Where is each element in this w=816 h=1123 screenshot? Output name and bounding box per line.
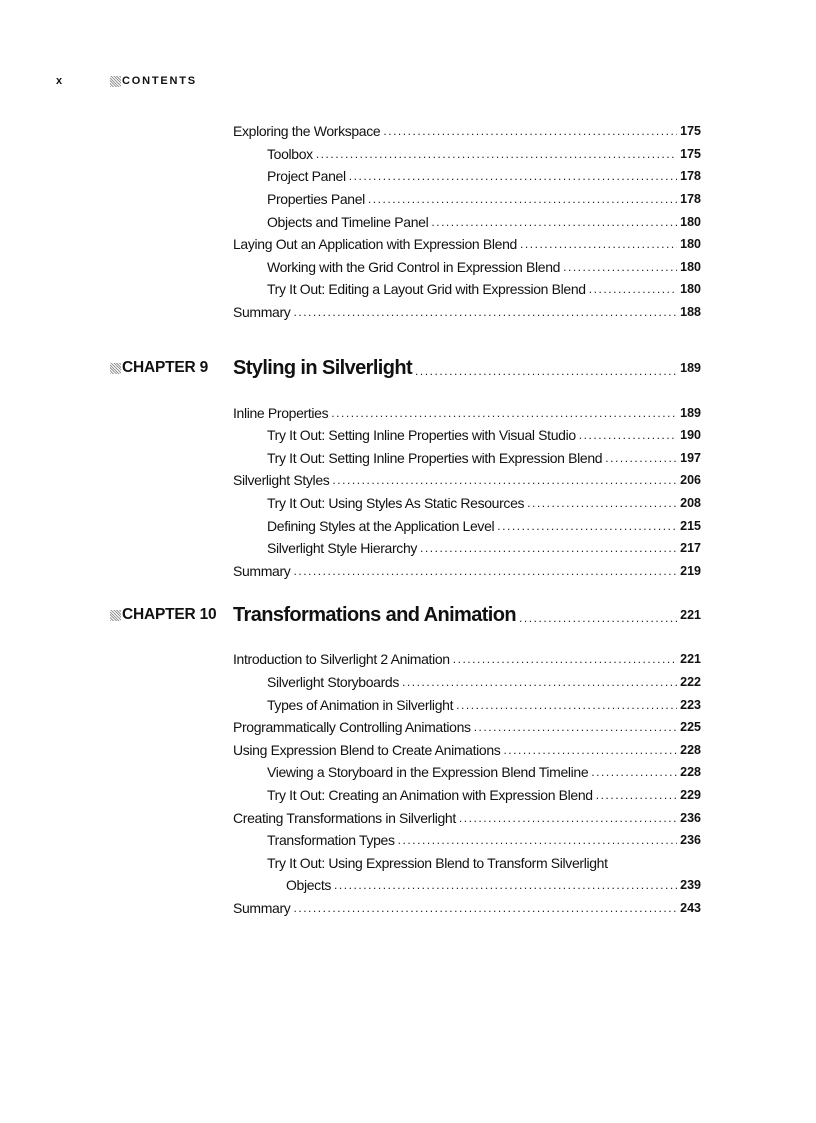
chapter-label-text: CHAPTER 10 — [122, 606, 217, 624]
chapter-label — [110, 345, 208, 391]
dot-leader — [563, 260, 677, 274]
dot-leader — [316, 147, 677, 161]
dot-leader — [605, 451, 677, 465]
chapter-label-text: CHAPTER 9 — [122, 359, 209, 377]
toc-entry-row[interactable] — [233, 560, 701, 583]
toc-entry[interactable] — [0, 210, 816, 233]
shaded-box-icon — [110, 363, 121, 374]
dot-leader — [332, 473, 677, 487]
toc-entry[interactable] — [0, 806, 816, 829]
page-number: 239 — [680, 878, 701, 893]
toc-entry-title[interactable]: Try It Out: Creating an Animation with Expression Blend — [267, 786, 593, 803]
page-number: 190 — [680, 428, 701, 443]
toc-entry-row[interactable] — [286, 874, 701, 897]
toc-entry-row[interactable] — [233, 233, 701, 256]
chapter-label — [110, 592, 216, 638]
table-of-contents — [0, 120, 816, 919]
chapter-title[interactable]: Styling in Silverlight — [233, 356, 413, 379]
toc-entry-title[interactable]: Transformation Types — [267, 832, 395, 849]
toc-entry-row[interactable] — [267, 143, 701, 166]
toc-entry-row[interactable] — [267, 851, 608, 874]
page-number: 236 — [680, 810, 701, 825]
toc-entry-title[interactable]: Laying Out an Application with Expression Blend — [233, 236, 517, 253]
page-number: 189 — [680, 405, 701, 420]
toc-entry-row[interactable] — [267, 210, 701, 233]
page-number: 206 — [680, 473, 701, 488]
toc-entry[interactable] — [0, 560, 816, 583]
toc-entry-row[interactable] — [267, 514, 701, 537]
toc-entry[interactable] — [0, 120, 816, 143]
toc-entry[interactable] — [0, 648, 816, 671]
toc-entry-row[interactable] — [233, 648, 701, 671]
page-number: 189 — [680, 361, 701, 376]
page-number: 217 — [680, 541, 701, 556]
page-number: 222 — [680, 674, 701, 689]
toc-entry[interactable] — [0, 165, 816, 188]
toc-entry[interactable] — [0, 233, 816, 256]
dot-leader — [431, 215, 677, 229]
toc-entry-title[interactable]: Types of Animation in Silverlight — [267, 696, 454, 713]
toc-entry[interactable] — [0, 738, 816, 761]
toc-entry-row[interactable] — [267, 537, 701, 560]
toc-entry[interactable] — [0, 188, 816, 211]
toc-entry-row[interactable] — [267, 829, 701, 852]
dot-leader — [456, 698, 677, 712]
toc-entry-title[interactable]: Try It Out: Editing a Layout Grid with Expression Blend — [267, 281, 586, 298]
page-number: x — [56, 75, 63, 87]
toc-entry-title[interactable]: Toolbox — [267, 145, 313, 162]
toc-entry[interactable] — [0, 278, 816, 301]
dot-leader — [293, 564, 677, 578]
toc-entry[interactable] — [0, 469, 816, 492]
toc-entry-row[interactable] — [267, 492, 701, 515]
toc-entry-title[interactable]: Summary — [233, 899, 291, 916]
section-spacer — [0, 582, 816, 592]
page-number: 180 — [680, 214, 701, 229]
toc-entry[interactable] — [0, 897, 816, 920]
chapter-title-row[interactable] — [233, 592, 701, 638]
toc-entry-row[interactable] — [267, 671, 701, 694]
toc-entry-row[interactable] — [233, 401, 701, 424]
toc-entry[interactable] — [0, 256, 816, 279]
page-number: 236 — [680, 833, 701, 848]
toc-entry-title[interactable]: Viewing a Storyboard in the Expression Blend Timeline — [267, 764, 589, 781]
toc-entry-title[interactable]: Try It Out: Using Styles As Static Resources — [267, 495, 525, 512]
toc-entry-title[interactable]: Exploring the Workspace — [233, 123, 381, 140]
toc-entry[interactable] — [0, 693, 816, 716]
toc-entry-row[interactable] — [267, 761, 701, 784]
toc-entry-row[interactable] — [233, 301, 701, 324]
dot-leader — [503, 743, 677, 757]
toc-entry-row[interactable] — [267, 278, 701, 301]
shaded-box-icon — [110, 610, 121, 621]
dot-leader — [589, 282, 677, 296]
toc-entry[interactable] — [0, 143, 816, 166]
toc-entry[interactable] — [0, 851, 816, 874]
page-number: 188 — [680, 305, 701, 320]
chapter-title-row[interactable] — [233, 345, 701, 391]
toc-entry-title[interactable]: Creating Transformations in Silverlight — [233, 809, 456, 826]
page-number: 180 — [680, 259, 701, 274]
toc-entry-row[interactable] — [267, 256, 701, 279]
toc-entry-row[interactable] — [267, 165, 701, 188]
page-number: 175 — [680, 124, 701, 139]
toc-entry-title[interactable]: Programmatically Controlling Animations — [233, 719, 471, 736]
toc-entry-row[interactable] — [233, 738, 701, 761]
toc-entry-row[interactable] — [233, 716, 701, 739]
toc-entry-row[interactable] — [267, 424, 701, 447]
dot-leader — [591, 765, 677, 779]
toc-entry[interactable] — [0, 716, 816, 739]
toc-entry-title[interactable]: Silverlight Style Hierarchy — [267, 540, 418, 557]
toc-entry[interactable] — [0, 401, 816, 424]
toc-entry-title[interactable]: Defining Styles at the Application Level — [267, 517, 495, 534]
page-number: 215 — [680, 518, 701, 533]
dot-leader — [331, 406, 677, 420]
page-number: 180 — [680, 237, 701, 252]
page-number: 243 — [680, 900, 701, 915]
toc-entry[interactable] — [0, 761, 816, 784]
toc-entry[interactable] — [0, 874, 816, 897]
toc-entry-title[interactable]: Introduction to Silverlight 2 Animation — [233, 651, 450, 668]
toc-entry[interactable] — [0, 514, 816, 537]
running-head — [56, 75, 197, 87]
dot-leader — [527, 496, 677, 510]
dot-leader — [520, 237, 677, 251]
page-number: 175 — [680, 146, 701, 161]
page-number: 208 — [680, 496, 701, 511]
page-number: 197 — [680, 450, 701, 465]
toc-entry-title[interactable]: Silverlight Storyboards — [267, 673, 400, 690]
dot-leader — [383, 124, 677, 138]
dot-leader — [334, 878, 677, 892]
toc-entry-row[interactable] — [233, 897, 701, 920]
toc-entry-title[interactable]: Try It Out: Setting Inline Properties with Visual Studio — [267, 427, 576, 444]
toc-entry[interactable] — [0, 301, 816, 324]
toc-entry-title[interactable]: Try It Out: Using Expression Blend to Transform Silverlight — [267, 854, 608, 871]
toc-entry-title[interactable]: Inline Properties — [233, 404, 329, 421]
dot-leader — [398, 833, 678, 847]
toc-entry-row[interactable] — [233, 120, 701, 143]
toc-entry-title[interactable]: Try It Out: Setting Inline Properties with Expression Blend — [267, 449, 603, 466]
chapter-heading — [0, 592, 816, 648]
toc-entry-title[interactable]: Using Expression Blend to Create Animations — [233, 741, 501, 758]
dot-leader — [415, 364, 677, 378]
page-number: 180 — [680, 282, 701, 297]
toc-entry-row[interactable] — [267, 188, 701, 211]
page-number: 178 — [680, 192, 701, 207]
toc-entry-row[interactable] — [267, 693, 701, 716]
dot-leader — [474, 720, 677, 734]
dot-leader — [459, 811, 677, 825]
chapter-heading — [0, 345, 816, 401]
page-number: 228 — [680, 765, 701, 780]
dot-leader — [293, 305, 677, 319]
toc-entry[interactable] — [0, 784, 816, 807]
dot-leader — [402, 675, 677, 689]
page-number: 221 — [680, 608, 701, 623]
dot-leader — [293, 901, 677, 915]
page-number: 178 — [680, 169, 701, 184]
page-number: 225 — [680, 720, 701, 735]
dot-leader — [519, 611, 677, 625]
toc-entry-row[interactable] — [267, 784, 701, 807]
section-name: CONTENTS — [122, 75, 197, 87]
toc-entry[interactable] — [0, 829, 816, 852]
page-number: 229 — [680, 787, 701, 802]
toc-entry-row[interactable] — [267, 447, 701, 470]
chapter-title[interactable]: Transformations and Animation — [233, 603, 517, 626]
toc-entry-title[interactable]: Objects and Timeline Panel — [267, 213, 429, 230]
toc-entry[interactable] — [0, 537, 816, 560]
dot-leader — [497, 519, 677, 533]
toc-entry-title[interactable]: Summary — [233, 562, 291, 579]
dot-leader — [579, 428, 677, 442]
toc-entry-title[interactable]: Summary — [233, 304, 291, 321]
toc-entry-title[interactable]: Working with the Grid Control in Expression Blend — [267, 258, 561, 275]
toc-entry-title[interactable]: Silverlight Styles — [233, 472, 330, 489]
toc-entry[interactable] — [0, 447, 816, 470]
toc-entry[interactable] — [0, 424, 816, 447]
dot-leader — [596, 788, 677, 802]
page-number: 223 — [680, 697, 701, 712]
page-number: 228 — [680, 742, 701, 757]
dot-leader — [349, 169, 677, 183]
dot-leader — [368, 192, 677, 206]
toc-entry-title[interactable]: Objects — [286, 877, 332, 894]
dot-leader — [453, 652, 677, 666]
dot-leader — [420, 541, 677, 555]
toc-entry-row[interactable] — [233, 806, 701, 829]
page-number: 221 — [680, 652, 701, 667]
toc-entry-title[interactable]: Properties Panel — [267, 191, 365, 208]
section-spacer — [0, 323, 816, 333]
toc-entry-title[interactable]: Project Panel — [267, 168, 346, 185]
toc-entry-row[interactable] — [233, 469, 701, 492]
toc-entry[interactable] — [0, 671, 816, 694]
page-number: 219 — [680, 563, 701, 578]
toc-entry[interactable] — [0, 492, 816, 515]
shaded-box-icon — [110, 76, 121, 87]
